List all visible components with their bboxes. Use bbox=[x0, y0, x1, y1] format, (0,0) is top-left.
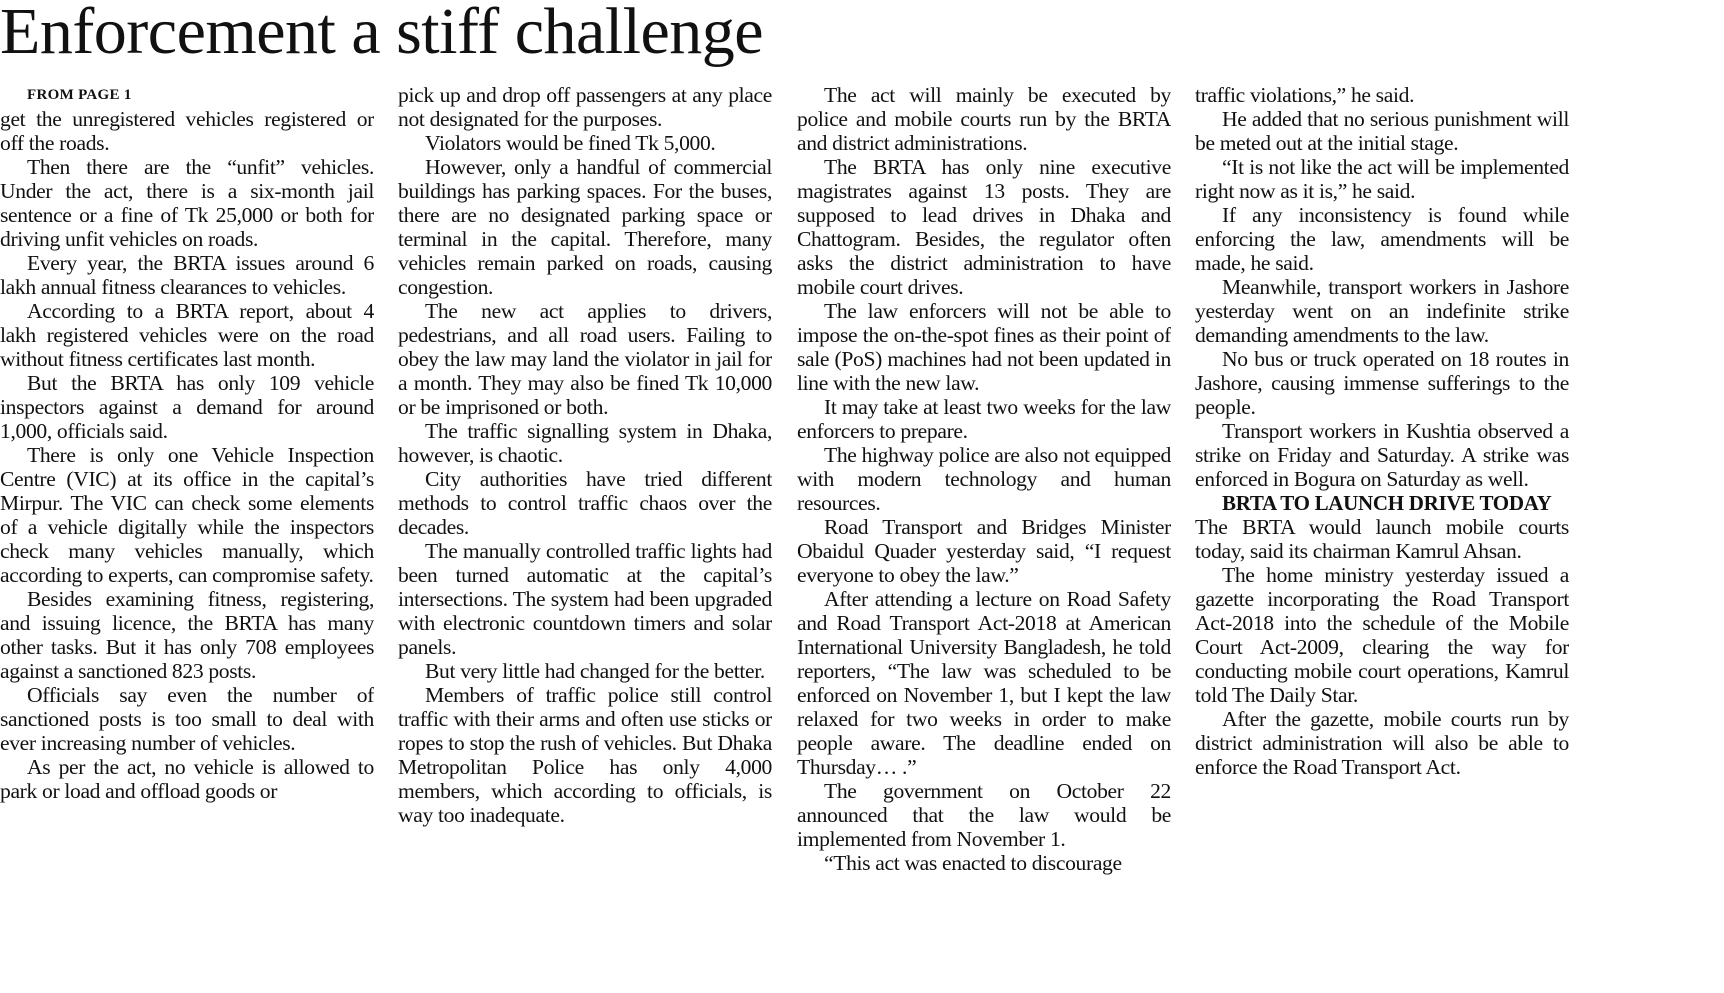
paragraph: After attending a lecture on Road Safety and Road Transport Act-2018 at American International University Bangladesh, he told reporters, “The law was scheduled to be enforced on November 1, but I kept the law relaxed for two weeks in order to make people aware. The deadline ended on Thursday… .” bbox=[797, 587, 1171, 779]
article-column-1 bbox=[0, 83, 374, 988]
paragraph: Officials say even the number of sanctioned posts is too small to deal with ever increasing number of vehicles. bbox=[0, 683, 374, 755]
paragraph: Members of traffic police still control traffic with their arms and often use sticks or ropes to stop the rush of vehicles. But Dhaka Metropolitan Police has only 4,000 members, which according to officials, is way too inadequate. bbox=[398, 683, 772, 827]
paragraph: “This act was enacted to discourage bbox=[824, 851, 1122, 875]
paragraph: Transport workers in Kushtia observed a strike on Friday and Saturday. A strike was enforced in Bogura on Saturday as well. bbox=[1195, 419, 1569, 491]
article-column-3 bbox=[797, 83, 1171, 988]
headline: Enforcement a stiff challenge bbox=[0, 0, 764, 68]
paragraph: If any inconsistency is found while enforcing the law, amendments will be made, he said. bbox=[1195, 203, 1569, 275]
paragraph: Violators would be fined Tk 5,000. bbox=[425, 131, 716, 155]
paragraph: Every year, the BRTA issues around 6 lakh annual fitness clearances to vehicles. bbox=[0, 251, 374, 299]
paragraph: “It is not like the act will be implemented right now as it is,” he said. bbox=[1195, 155, 1569, 203]
paragraph: The highway police are also not equipped with modern technology and human resources. bbox=[797, 443, 1171, 515]
paragraph: The government on October 22 announced that the law would be implemented from November 1. bbox=[797, 779, 1171, 851]
paragraph: As per the act, no vehicle is allowed to park or load and offload goods or bbox=[0, 755, 374, 803]
paragraph: He added that no serious punishment will be meted out at the initial stage. bbox=[1195, 107, 1569, 155]
paragraph: But very little had changed for the better. bbox=[425, 659, 765, 683]
paragraph: It may take at least two weeks for the law enforcers to prepare. bbox=[797, 395, 1171, 443]
continued-from-page-label: FROM PAGE 1 bbox=[27, 87, 132, 103]
paragraph: The new act applies to drivers, pedestrians, and all road users. Failing to obey the law may land the violator in jail for a month. They may also be fined Tk 10,000 or be imprisoned or both. bbox=[398, 299, 772, 419]
paragraph: No bus or truck operated on 18 routes in Jashore, causing immense sufferings to the people. bbox=[1195, 347, 1569, 419]
paragraph: According to a BRTA report, about 4 lakh registered vehicles were on the road without fitness certificates last month. bbox=[0, 299, 374, 371]
paragraph: The manually controlled traffic lights had been turned automatic at the capital’s intersections. The system had been upgraded with electronic countdown timers and solar panels. bbox=[398, 539, 772, 659]
article-column-4 bbox=[1195, 83, 1569, 988]
paragraph: After the gazette, mobile courts run by district administration will also be able to enforce the Road Transport Act. bbox=[1195, 707, 1569, 779]
paragraph: The BRTA would launch mobile courts today, said its chairman Kamrul Ahsan. bbox=[1195, 515, 1569, 563]
paragraph: traffic violations,” he said. bbox=[1195, 83, 1415, 107]
article-column-2 bbox=[398, 83, 772, 988]
paragraph: get the unregistered vehicles registered or off the roads. bbox=[0, 107, 374, 155]
paragraph: Besides examining fitness, registering, and issuing licence, the BRTA has many other tasks. But it has only 708 employees against a sanctioned 823 posts. bbox=[0, 587, 374, 683]
paragraph: Meanwhile, transport workers in Jashore yesterday went on an indefinite strike demanding amendments to the law. bbox=[1195, 275, 1569, 347]
paragraph: But the BRTA has only 109 vehicle inspectors against a demand for around 1,000, officials said. bbox=[0, 371, 374, 443]
paragraph: There is only one Vehicle Inspection Centre (VIC) at its office in the capital’s Mirpur. The VIC can check some elements of a vehicle digitally while the inspectors check many vehicles manually, which according to experts, can compromise safety. bbox=[0, 443, 374, 587]
subheading: BRTA TO LAUNCH DRIVE TODAY bbox=[1222, 491, 1552, 515]
paragraph: Then there are the “unfit” vehicles. Under the act, there is a six-month jail sentence or a fine of Tk 25,000 or both for driving unfit vehicles on roads. bbox=[0, 155, 374, 251]
paragraph: City authorities have tried different methods to control traffic chaos over the decades. bbox=[398, 467, 772, 539]
paragraph: The law enforcers will not be able to impose the on-the-spot fines as their point of sale (PoS) machines had not been updated in line with the new law. bbox=[797, 299, 1171, 395]
paragraph: The BRTA has only nine executive magistrates against 13 posts. They are supposed to lead drives in Dhaka and Chattogram. Besides, the regulator often asks the district administration to have mobile court drives. bbox=[797, 155, 1171, 299]
paragraph: The home ministry yesterday issued a gazette incorporating the Road Transport Act-2018 into the schedule of the Mobile Court Act-2009, clearing the way for conducting mobile court operations, Kamrul told The Daily Star. bbox=[1195, 563, 1569, 707]
paragraph: The act will mainly be executed by police and mobile courts run by the BRTA and district administrations. bbox=[797, 83, 1171, 155]
paragraph: Road Transport and Bridges Minister Obaidul Quader yesterday said, “I request everyone to obey the law.” bbox=[797, 515, 1171, 587]
paragraph: pick up and drop off passengers at any place not designated for the purposes. bbox=[398, 83, 772, 131]
paragraph: However, only a handful of commercial buildings has parking spaces. For the buses, there are no designated parking space or terminal in the capital. Therefore, many vehicles remain parked on roads, causing congestion. bbox=[398, 155, 772, 299]
paragraph: The traffic signalling system in Dhaka, however, is chaotic. bbox=[398, 419, 772, 467]
